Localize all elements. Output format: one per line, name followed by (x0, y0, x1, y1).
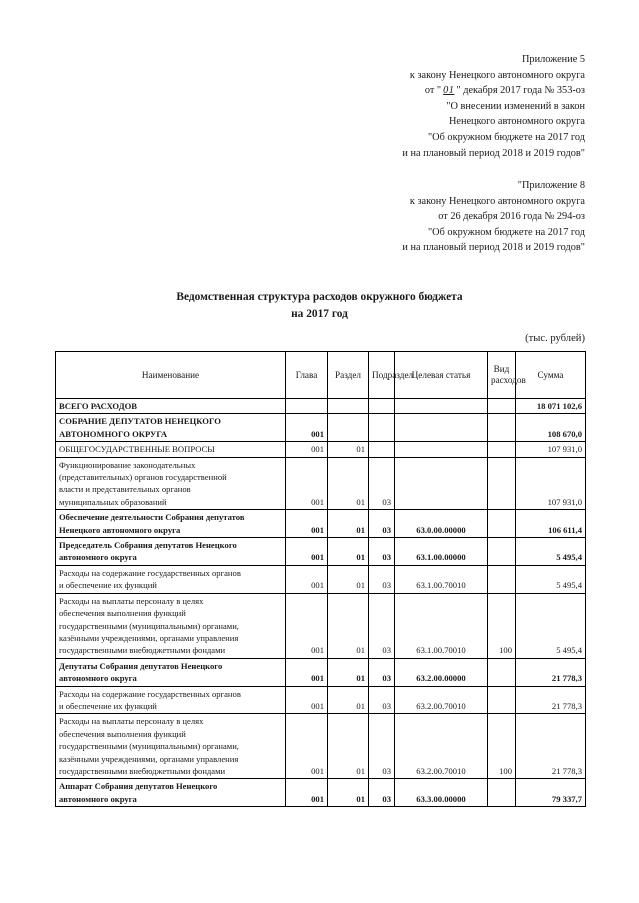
cell-name-line: государственными (муниципальными) органами, (59, 741, 239, 752)
cell-name (56, 658, 286, 686)
cell-celevaya-statya (395, 442, 488, 457)
cell-name-line: обеспечения выполнения функций (59, 728, 186, 739)
cell-name-line: Расходы на выплаты персоналу в целях (59, 716, 204, 727)
cell-summa: 5 495,4 (516, 593, 586, 658)
date-prefix: от " (424, 85, 442, 97)
units-note: (тыс. рублей) (525, 333, 585, 344)
cell-name-line: Расходы на содержание государственных органов (59, 688, 241, 699)
cell-name-line: СОБРАНИЕ ДЕПУТАТОВ НЕНЕЦКОГО (59, 416, 221, 427)
cell-celevaya-statya: 63.1.00.70010 (395, 593, 488, 658)
col-header-razdel: Раздел (328, 352, 369, 399)
cell-celevaya-statya: 63.1.00.70010 (395, 565, 488, 593)
table-row (56, 399, 586, 414)
cell-name-line: и обеспечение их функций (59, 700, 157, 711)
cell-celevaya-statya (395, 399, 488, 414)
cell-vid-raskhodov (488, 565, 516, 593)
date-suffix: " декабря 2017 года № 353-оз (456, 85, 585, 97)
cell-podrazdel: 03 (369, 538, 395, 566)
cell-summa: 18 071 102,6 (516, 399, 586, 414)
cell-name-line: государственными внебюджетными фондами (59, 765, 226, 776)
cell-name (56, 442, 286, 457)
cell-podrazdel (369, 399, 395, 414)
cell-name-line: Расходы на содержание государственных органов (59, 567, 241, 578)
cell-glava: 001 (286, 442, 328, 457)
cell-vid-raskhodov (488, 658, 516, 686)
cell-glava: 001 (286, 538, 328, 566)
table-row (56, 442, 586, 457)
cell-summa: 5 495,4 (516, 565, 586, 593)
cell-glava: 001 (286, 457, 328, 510)
cell-podrazdel: 03 (369, 714, 395, 779)
cell-name-line: обеспечения выполнения функций (59, 608, 186, 619)
cell-glava: 001 (286, 593, 328, 658)
cell-summa: 106 611,4 (516, 510, 586, 538)
cell-name-line: казёнными учреждениями, органами управления (59, 753, 239, 764)
cell-razdel (328, 399, 369, 414)
cell-name-line: Расходы на выплаты персоналу в целях (59, 595, 204, 606)
cell-podrazdel: 03 (369, 510, 395, 538)
cell-podrazdel: 03 (369, 565, 395, 593)
cell-glava: 001 (286, 510, 328, 538)
cell-name-line: Ненецкого автономного округа (59, 524, 181, 535)
cell-name-line: автономного округа (59, 673, 137, 684)
cell-vid-raskhodov: 100 (488, 714, 516, 779)
cell-glava: 001 (286, 414, 328, 442)
cell-glava: 001 (286, 658, 328, 686)
cell-celevaya-statya: 63.3.00.00000 (395, 779, 488, 807)
cell-vid-raskhodov (488, 399, 516, 414)
cell-glava: 001 (286, 714, 328, 779)
page-title (0, 289, 639, 323)
cell-name-line: Обеспечение деятельности Собрания депутатов (59, 512, 245, 523)
cell-name (56, 457, 286, 510)
table-header (56, 352, 586, 399)
cell-name-line: и обеспечение их функций (59, 580, 157, 591)
cell-name-line: Председатель Собрания депутатов Ненецкого (59, 540, 237, 551)
cell-razdel: 01 (328, 442, 369, 457)
cell-name-line: АВТОНОМНОГО ОКРУГА (59, 428, 168, 439)
cell-summa: 21 778,3 (516, 686, 586, 714)
col-header-glava: Глава (286, 352, 328, 399)
cell-vid-raskhodov (488, 779, 516, 807)
cell-summa: 21 778,3 (516, 714, 586, 779)
cell-name-line: государственными (муниципальными) органами, (59, 620, 239, 631)
cell-name (56, 399, 286, 414)
cell-name-line: муниципальных образований (59, 496, 167, 507)
prilozhenie-8-line-4: "Об окружном бюджете на 2017 год (427, 226, 585, 238)
table-row (56, 779, 586, 807)
cell-celevaya-statya (395, 414, 488, 442)
cell-glava (286, 399, 328, 414)
prilozhenie-8-block (402, 178, 585, 256)
cell-celevaya-statya: 63.2.00.70010 (395, 714, 488, 779)
cell-razdel: 01 (328, 658, 369, 686)
cell-name-line: Депутаты Собрания депутатов Ненецкого (59, 660, 223, 671)
cell-razdel: 01 (328, 510, 369, 538)
col-header-name: Наименование (56, 352, 286, 399)
table-row (56, 686, 586, 714)
cell-summa: 79 337,7 (516, 779, 586, 807)
prilozhenie-5-line-4: "О внесении изменений в закон (446, 100, 585, 112)
cell-vid-raskhodov (488, 442, 516, 457)
cell-name-line: Функционирование законодательных (59, 459, 196, 470)
cell-vid-raskhodov (488, 538, 516, 566)
cell-summa: 21 778,3 (516, 658, 586, 686)
prilozhenie-5-line-6: "Об окружном бюджете на 2017 год (427, 131, 585, 143)
prilozhenie-5-line-7: и на плановый период 2018 и 2019 годов" (402, 147, 585, 159)
prilozhenie-5-line-5: Ненецкого автономного округа (448, 116, 585, 128)
table-row (56, 565, 586, 593)
cell-celevaya-statya: 63.2.00.00000 (395, 658, 488, 686)
cell-razdel: 01 (328, 686, 369, 714)
col-header-podrazdel: Подраздел (369, 352, 395, 399)
cell-glava: 001 (286, 686, 328, 714)
col-header-vid-raskhodov: Вид расходов (488, 352, 516, 399)
cell-name (56, 510, 286, 538)
cell-vid-raskhodov (488, 414, 516, 442)
cell-podrazdel: 03 (369, 593, 395, 658)
table-header-row (56, 352, 586, 399)
col-header-celevaya-statya: Целевая статья (395, 352, 488, 399)
cell-name (56, 714, 286, 779)
cell-summa: 107 931,0 (516, 457, 586, 510)
prilozhenie-5-line-2: к закону Ненецкого автономного округа (409, 69, 585, 81)
handwritten-day: 01 (443, 85, 455, 97)
cell-razdel: 01 (328, 593, 369, 658)
cell-podrazdel: 03 (369, 658, 395, 686)
cell-name-line: (представительных) органов государственной (59, 472, 227, 483)
cell-name-line: автономного округа (59, 793, 137, 804)
budget-table (55, 351, 586, 807)
cell-name-line: казёнными учреждениями, органами управления (59, 632, 239, 643)
cell-name (56, 414, 286, 442)
cell-name (56, 565, 286, 593)
cell-name (56, 593, 286, 658)
cell-celevaya-statya (395, 457, 488, 510)
cell-name (56, 686, 286, 714)
cell-vid-raskhodov (488, 686, 516, 714)
cell-name (56, 779, 286, 807)
cell-summa: 108 670,0 (516, 414, 586, 442)
page-title-line-2: на 2017 год (291, 308, 348, 320)
cell-name-line: государственными внебюджетными фондами (59, 645, 226, 656)
cell-glava: 001 (286, 779, 328, 807)
cell-celevaya-statya: 63.0.00.00000 (395, 510, 488, 538)
page-title-line-1: Ведомственная структура расходов окружного бюджета (176, 291, 463, 303)
cell-podrazdel: 03 (369, 457, 395, 510)
cell-vid-raskhodov (488, 457, 516, 510)
cell-razdel: 01 (328, 457, 369, 510)
cell-name-line: ВСЕГО РАСХОДОВ (59, 401, 138, 411)
table-row (56, 510, 586, 538)
cell-glava: 001 (286, 565, 328, 593)
cell-podrazdel: 03 (369, 686, 395, 714)
cell-name (56, 538, 286, 566)
prilozhenie-5-date-line (402, 83, 585, 99)
table-body (56, 399, 586, 807)
cell-razdel: 01 (328, 714, 369, 779)
col-header-summa: Сумма (516, 352, 586, 399)
cell-podrazdel: 03 (369, 779, 395, 807)
cell-razdel: 01 (328, 779, 369, 807)
cell-name-line: ОБЩЕГОСУДАРСТВЕННЫЕ ВОПРОСЫ (59, 444, 215, 455)
cell-razdel: 01 (328, 565, 369, 593)
cell-name-line: власти и представительных органов (59, 484, 191, 495)
cell-summa: 107 931,0 (516, 442, 586, 457)
prilozhenie-8-line-2: к закону Ненецкого автономного округа (409, 195, 585, 207)
cell-celevaya-statya: 63.2.00.70010 (395, 686, 488, 714)
table-row (56, 714, 586, 779)
table-row (56, 658, 586, 686)
prilozhenie-8-line-1: "Приложение 8 (517, 180, 585, 191)
cell-razdel: 01 (328, 538, 369, 566)
cell-vid-raskhodov: 100 (488, 593, 516, 658)
cell-celevaya-statya: 63.1.00.00000 (395, 538, 488, 566)
table-row (56, 538, 586, 566)
cell-name-line: Аппарат Собрания депутатов Ненецкого (59, 781, 218, 792)
prilozhenie-8-line-3: от 26 декабря 2016 года № 294-оз (438, 211, 585, 223)
table-row (56, 457, 586, 510)
cell-summa: 5 495,4 (516, 538, 586, 566)
prilozhenie-8-line-5: и на плановый период 2018 и 2019 годов" (402, 242, 585, 254)
cell-podrazdel (369, 414, 395, 442)
budget-table-wrapper (55, 351, 585, 807)
cell-vid-raskhodov (488, 510, 516, 538)
cell-name-line: автономного округа (59, 552, 137, 563)
prilozhenie-5-line-1: Приложение 5 (522, 54, 585, 65)
cell-razdel (328, 414, 369, 442)
prilozhenie-5-block (402, 52, 585, 161)
table-row (56, 593, 586, 658)
table-row (56, 414, 586, 442)
cell-podrazdel (369, 442, 395, 457)
